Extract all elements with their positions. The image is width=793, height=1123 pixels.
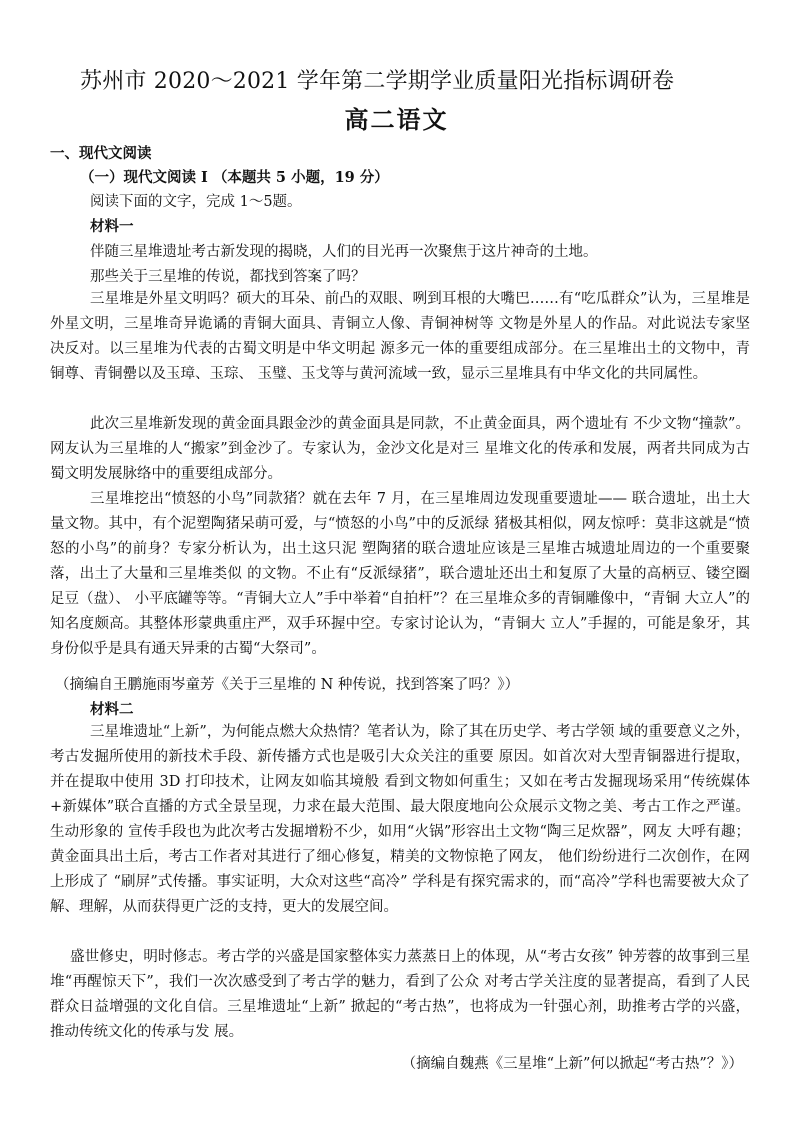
- material1-paragraph: 三星堆挖出“愤怒的小鸟”同款猪？就在去年 7 月，在三星堆周边发现重要遗址—— 联合遗址，出土大量文物。其中，有个泥塑陶猪呆萌可爱，与“愤怒的小鸟”中的反派绿 猪极其相似，网友惊呼：莫非这就是“愤怒的小鸟”的前身？专家分析认为，出土这只泥 塑陶猪的联合遗址应该是三星堆古城遗址周边的一个重要聚落，出土了大量和三星堆类似 的文物。不止有“反派绿猪”，联合遗址还出土和复原了大量的高柄豆、镂空圈足豆（盘）、 小平底罐等等。“青铜大立人”手中举着“自拍杆”？在三星堆众多的青铜雕像中，“青铜 大立人”的知名度颇高。其整体形蒙典重庄严，双手环握中空。专家讨论认为，“青铜大 立人”手握的，可能是象牙，其身份似乎是具有通天异秉的古蜀“大祭司”。: [50, 491, 750, 657]
- instruction-text: 阅读下面的文字，完成 1～5题。: [90, 194, 302, 210]
- section-heading: 一、现代文阅读: [50, 145, 152, 162]
- material1-source: （摘编自王鹏施雨岑童芳《关于三星堆的 N 种传说，找到答案了吗？》）: [55, 677, 520, 693]
- material1-paragraph: 此次三星堆新发现的黄金面具跟金沙的黄金面具是同款，不止黄金面具，两个遗址有 不少文物“撞款”。网友认为三星堆的人“搬家”到金沙了。专家认为，金沙文化是对三 星堆文化的传承和发展，两者共同成为古蜀文明发展脉络中的重要组成部分。: [50, 416, 750, 482]
- subsection-heading: （一）现代文阅读 I （本题共 5 小题，19 分）: [80, 169, 389, 186]
- exam-subtitle: 高二语文: [344, 105, 449, 134]
- material1-label: 材料一: [90, 218, 134, 235]
- material2-paragraph: 三星堆遗址“上新”，为何能点燃大众热情？笔者认为，除了其在历史学、考古学领 域的重要意义之外，考古发掘所使用的新技术手段、新传播方式也是吸引大众关注的重要 原因。如首次对大型青铜器进行提取，并在提取中使用 3D 打印技术，让网友如临其境般 看到文物如何重生；又如在考古发掘现场采用“传统媒体+新媒体”联合直播的方式全景呈现，力求在最大范围、最大限度地向公众展示文物之美、考古工作之严谨。生动形象的 宣传手段也为此次考古发掘增粉不少，如用“火锅”形容出土文物“陶三足炊器”，网友 大呼有趣；黄金面具出土后，考古工作者对其进行了细心修复，精美的文物惊艳了网友， 他们纷纷进行二次创作，在网上形成了 “刷屏”式传播。事实证明，大众对这些“高冷” 学科是有探究需求的，而“高冷”学科也需要被大众了解、理解，从而获得更广泛的支持，更大的发展空间。: [50, 724, 750, 915]
- material2-source: （摘编自魏燕《三星堆“上新”何以掀起“考古热”？》）: [401, 1056, 743, 1072]
- material1-paragraph: 伴随三星堆遗址考古新发现的揭晓，人们的目光再一次聚焦于这片神奇的土地。: [90, 244, 598, 260]
- material1-paragraph: 那些关于三星堆的传说，都找到答案了吗？: [90, 269, 366, 285]
- exam-title: 苏州市 2020～2021 学年第二学期学业质量阳光指标调研卷: [80, 69, 675, 94]
- material2-label: 材料二: [90, 701, 134, 718]
- material1-paragraph: 三星堆是外星文明吗？硕大的耳朵、前凸的双眼、咧到耳根的大嘴巴……有“吃瓜群众”认为，三星堆是外星文明，三星堆奇异诡谲的青铜大面具、青铜立人像、青铜神树等 文物是外星人的作品。对此说法专家坚决反对。以三星堆为代表的古蜀文明是中华文明起 源多元一体的重要组成部分。在三星堆出土的文物中，青铜尊、青铜罍以及玉璋、玉琮、 玉璧、玉戈等与黄河流域一致，显示三星堆具有中华文化的共同属性。: [50, 291, 750, 382]
- material2-paragraph: 盛世修史，明时修志。考古学的兴盛是国家整体实力蒸蒸日上的体现，从“考古女孩” 钟芳蓉的故事到三星堆“再醒惊天下”，我们一次次感受到了考古学的魅力，看到了公众 对考古学关注度的显著提高，看到了人民群众日益增强的文化自信。三星堆遗址“上新” 掀起的“考古热”，也将成为一针强心剂，助推考古学的兴盛，推动传统文化的传承与发 展。: [50, 949, 750, 1040]
